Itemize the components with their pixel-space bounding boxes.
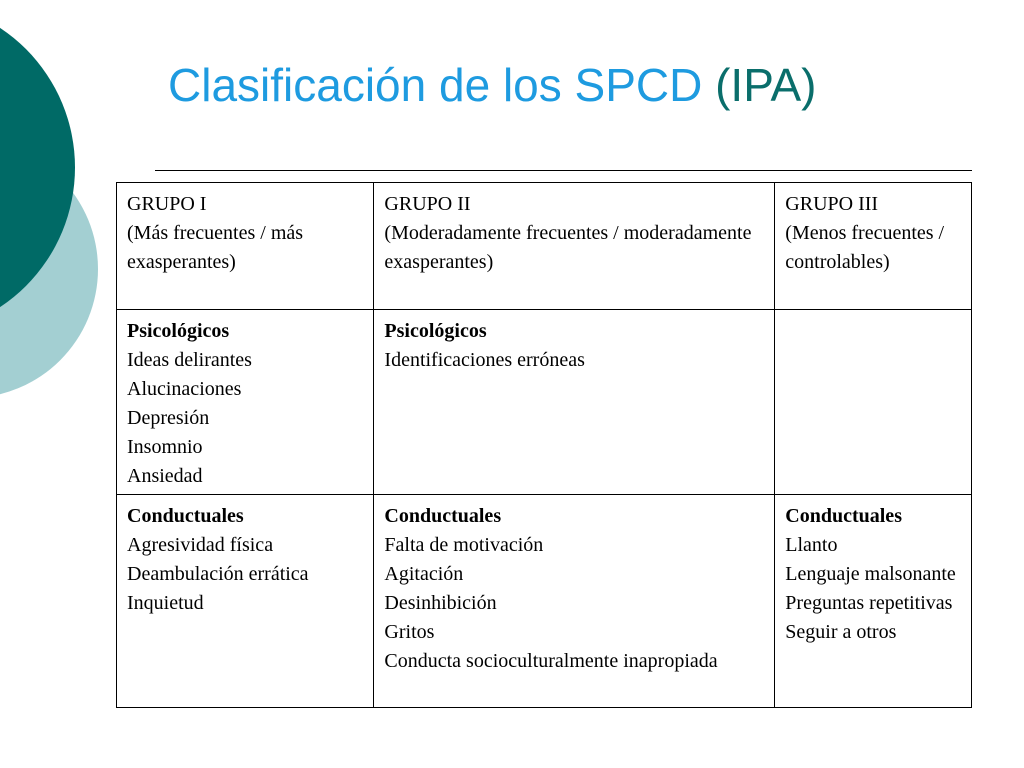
table-header-row	[117, 183, 972, 310]
list-item: Ideas delirantes	[127, 349, 252, 371]
list-item: Seguir a otros	[785, 621, 897, 643]
header-description: (Menos frecuentes / controlables)	[785, 222, 945, 273]
header-label: GRUPO III	[785, 193, 879, 215]
list-item: Conducta socioculturalmente inapropiada	[384, 650, 718, 672]
cell-heading: Conductuales	[384, 505, 502, 527]
list-item: Preguntas repetitivas	[785, 592, 953, 614]
list-item: Desinhibición	[384, 592, 497, 614]
list-item: Depresión	[127, 407, 210, 429]
cell-conductuales-grupo-1	[117, 495, 374, 708]
list-item: Lenguaje malsonante	[785, 563, 956, 585]
list-item: Llanto	[785, 534, 838, 556]
list-item: Alucinaciones	[127, 378, 242, 400]
list-item: Agitación	[384, 563, 464, 585]
list-item: Agresividad física	[127, 534, 274, 556]
title-divider	[155, 170, 972, 171]
slide-title-main: Clasificación de los SPCD	[168, 59, 703, 111]
cell-heading: Conductuales	[127, 505, 244, 527]
spcd-classification-table	[116, 182, 972, 708]
header-description: (Moderadamente frecuentes / moderadamente exasperantes)	[384, 222, 752, 273]
cell-psicologicos-grupo-1	[117, 310, 374, 495]
list-item: Falta de motivación	[384, 534, 544, 556]
header-cell-grupo-1	[117, 183, 374, 310]
header-cell-grupo-2	[374, 183, 775, 310]
slide-title-paren: (IPA)	[715, 59, 817, 111]
cell-conductuales-grupo-2	[374, 495, 775, 708]
cell-psicologicos-grupo-2	[374, 310, 775, 495]
cell-psicologicos-grupo-3-empty	[775, 310, 972, 495]
list-item: Deambulación errática	[127, 563, 309, 585]
header-cell-grupo-3	[775, 183, 972, 310]
list-item: Identificaciones erróneas	[384, 349, 585, 371]
slide-title	[168, 58, 816, 113]
list-item: Insomnio	[127, 436, 203, 458]
cell-conductuales-grupo-3	[775, 495, 972, 708]
header-label: GRUPO II	[384, 193, 471, 215]
table-row-psicologicos	[117, 310, 972, 495]
header-description: (Más frecuentes / más exasperantes)	[127, 222, 304, 273]
cell-heading: Psicológicos	[384, 320, 487, 342]
list-item: Gritos	[384, 621, 435, 643]
table-row-conductuales	[117, 495, 972, 708]
cell-heading: Psicológicos	[127, 320, 230, 342]
list-item: Ansiedad	[127, 465, 203, 487]
header-label: GRUPO I	[127, 193, 207, 215]
list-item: Inquietud	[127, 592, 204, 614]
cell-heading: Conductuales	[785, 505, 902, 527]
